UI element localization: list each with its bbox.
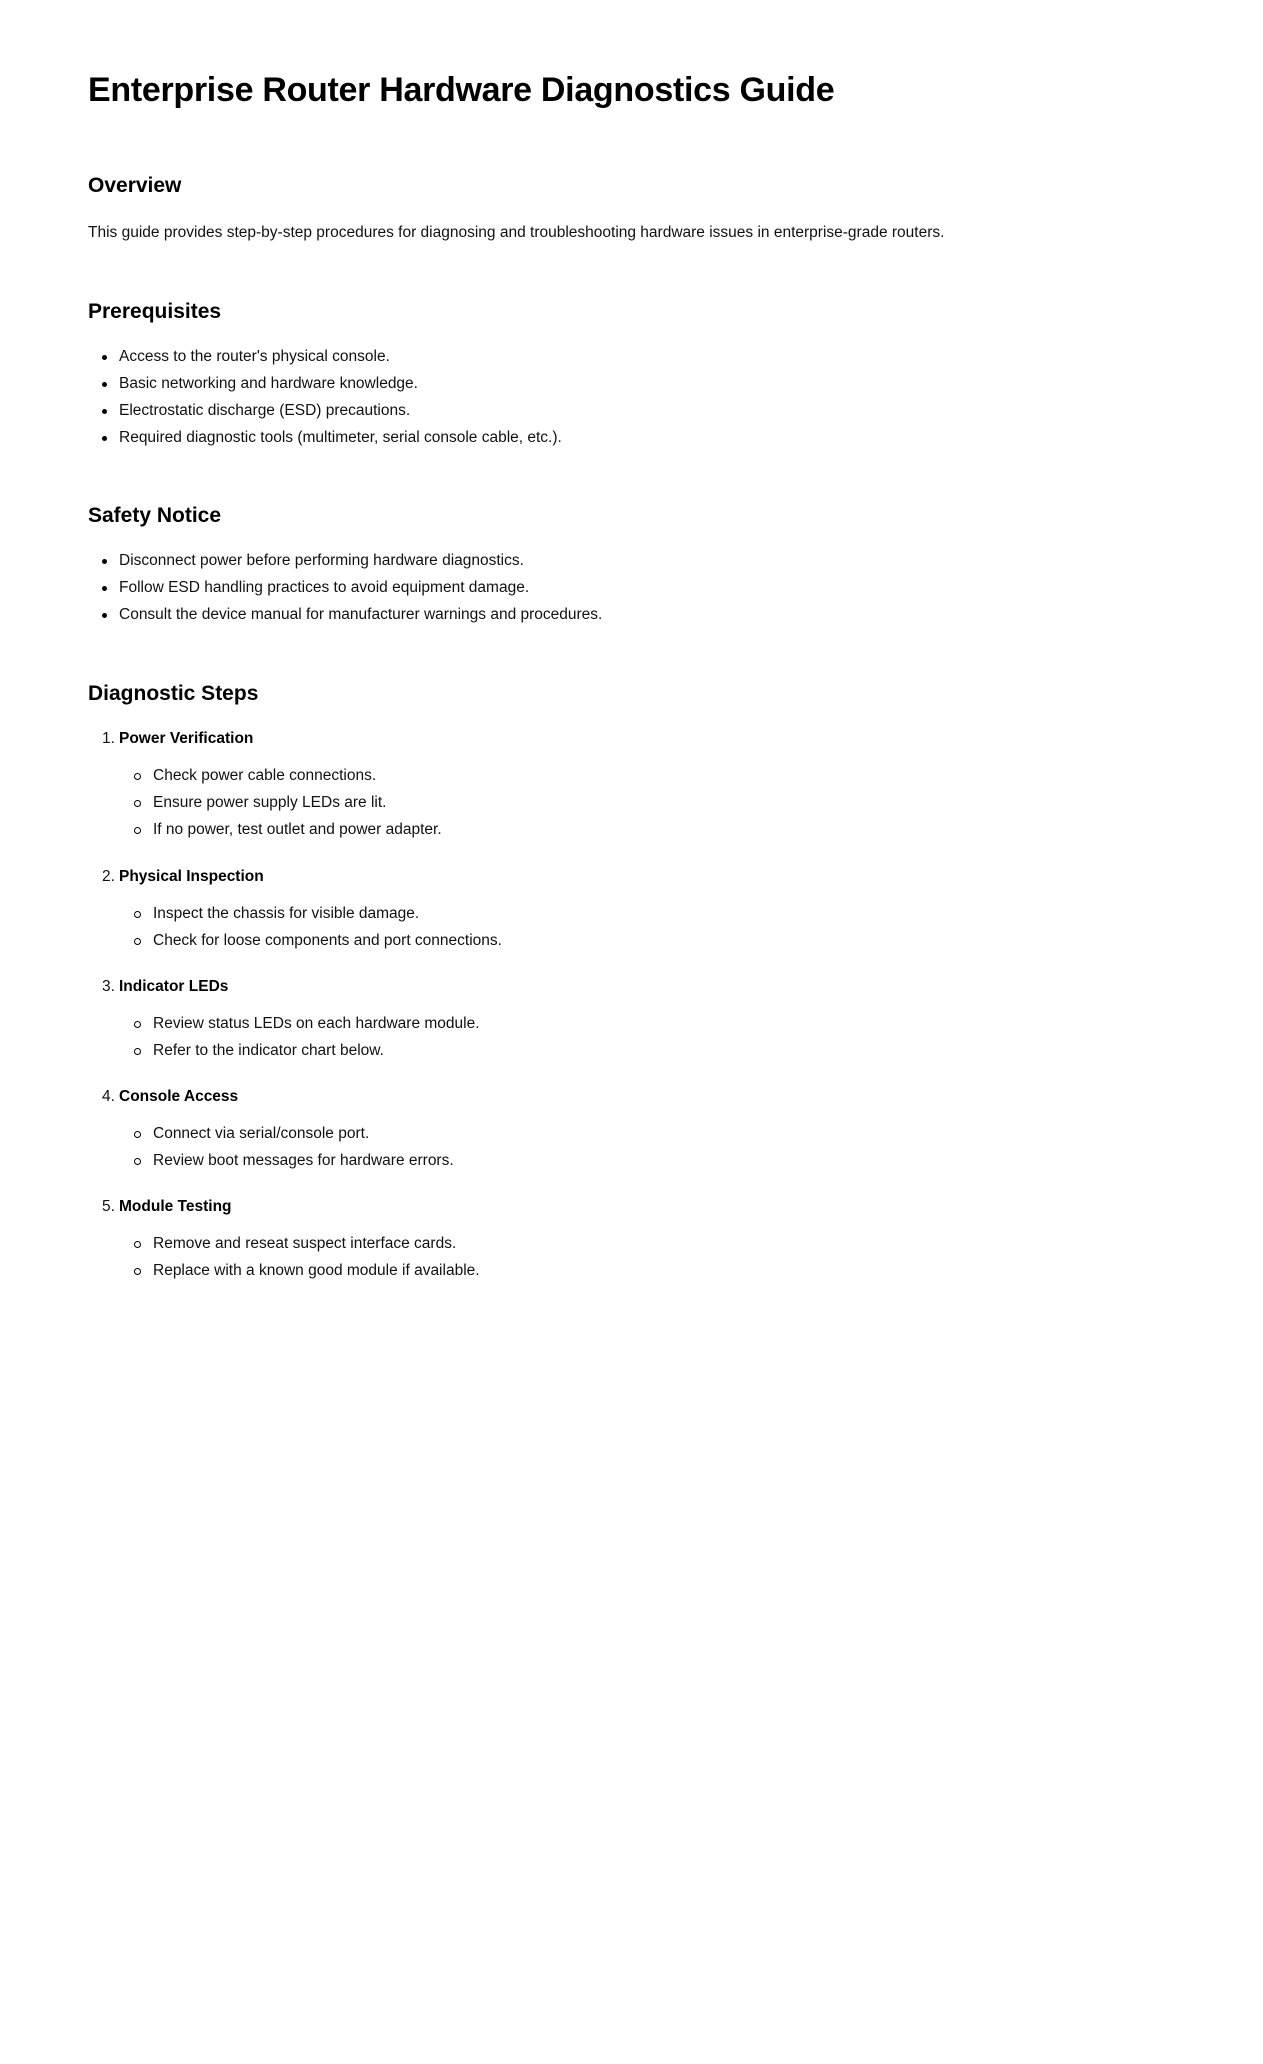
circle-bullet-icon (134, 911, 141, 918)
step-number: 2. (102, 868, 115, 885)
step-number: 4. (102, 1088, 115, 1105)
list-item: Disconnect power before performing hardware diagnostics. (88, 551, 602, 578)
list-item: Access to the router's physical console. (88, 347, 562, 374)
circle-bullet-icon (134, 1268, 141, 1275)
diagnostic-steps-list (88, 729, 502, 1307)
list-item: Follow ESD handling practices to avoid equipment damage. (88, 578, 602, 605)
sub-list-item: If no power, test outlet and power adapter. (88, 820, 502, 847)
list-item: Basic networking and hardware knowledge. (88, 374, 562, 401)
bullet-icon (102, 586, 107, 591)
list-item: Consult the device manual for manufacturer warnings and procedures. (88, 605, 602, 632)
page-title: Enterprise Router Hardware Diagnostics Guide (88, 71, 835, 109)
prerequisites-list (88, 347, 562, 455)
step-number: 5. (102, 1198, 115, 1215)
sub-list-item: Connect via serial/console port. (88, 1124, 502, 1151)
circle-bullet-icon (134, 938, 141, 945)
step-title: Indicator LEDs (119, 978, 229, 995)
circle-bullet-icon (134, 800, 141, 807)
circle-bullet-icon (134, 1131, 141, 1138)
step-number: 3. (102, 978, 115, 995)
step-item (88, 1087, 502, 1197)
bullet-icon (102, 355, 107, 360)
circle-bullet-icon (134, 1241, 141, 1248)
sub-list-item: Review status LEDs on each hardware module. (88, 1014, 502, 1041)
bullet-icon (102, 559, 107, 564)
circle-bullet-icon (134, 827, 141, 834)
bullet-icon (102, 382, 107, 387)
sub-list-item: Check for loose components and port connections. (88, 931, 502, 958)
circle-bullet-icon (134, 773, 141, 780)
step-item (88, 729, 502, 867)
step-title: Module Testing (119, 1198, 232, 1215)
sub-list-item: Replace with a known good module if available. (88, 1261, 502, 1288)
overview-heading: Overview (88, 174, 182, 197)
step-item (88, 977, 502, 1087)
bullet-icon (102, 436, 107, 441)
overview-paragraph: This guide provides step-by-step procedures for diagnosing and troubleshooting hardware issues in enterprise-grade routers. (88, 224, 945, 241)
step-sublist (88, 1234, 502, 1288)
step-number: 1. (102, 730, 115, 747)
step-sublist (88, 766, 502, 847)
bullet-icon (102, 613, 107, 618)
sub-list-item: Inspect the chassis for visible damage. (88, 904, 502, 931)
sub-list-item: Check power cable connections. (88, 766, 502, 793)
list-item: Required diagnostic tools (multimeter, serial console cable, etc.). (88, 428, 562, 455)
step-sublist (88, 904, 502, 958)
safety-heading: Safety Notice (88, 504, 222, 527)
prerequisites-heading: Prerequisites (88, 300, 222, 323)
sub-list-item: Review boot messages for hardware errors. (88, 1151, 502, 1178)
circle-bullet-icon (134, 1158, 141, 1165)
bullet-icon (102, 409, 107, 414)
step-title: Physical Inspection (119, 868, 264, 885)
step-sublist (88, 1014, 502, 1068)
step-item (88, 1197, 502, 1307)
step-title: Console Access (119, 1088, 239, 1105)
sub-list-item: Remove and reseat suspect interface cards. (88, 1234, 502, 1261)
safety-list (88, 551, 602, 632)
circle-bullet-icon (134, 1021, 141, 1028)
sub-list-item: Refer to the indicator chart below. (88, 1041, 502, 1068)
step-title: Power Verification (119, 730, 254, 747)
list-item: Electrostatic discharge (ESD) precautions. (88, 401, 562, 428)
step-item (88, 867, 502, 977)
circle-bullet-icon (134, 1048, 141, 1055)
sub-list-item: Ensure power supply LEDs are lit. (88, 793, 502, 820)
diagnostic-steps-heading: Diagnostic Steps (88, 682, 259, 705)
step-sublist (88, 1124, 502, 1178)
